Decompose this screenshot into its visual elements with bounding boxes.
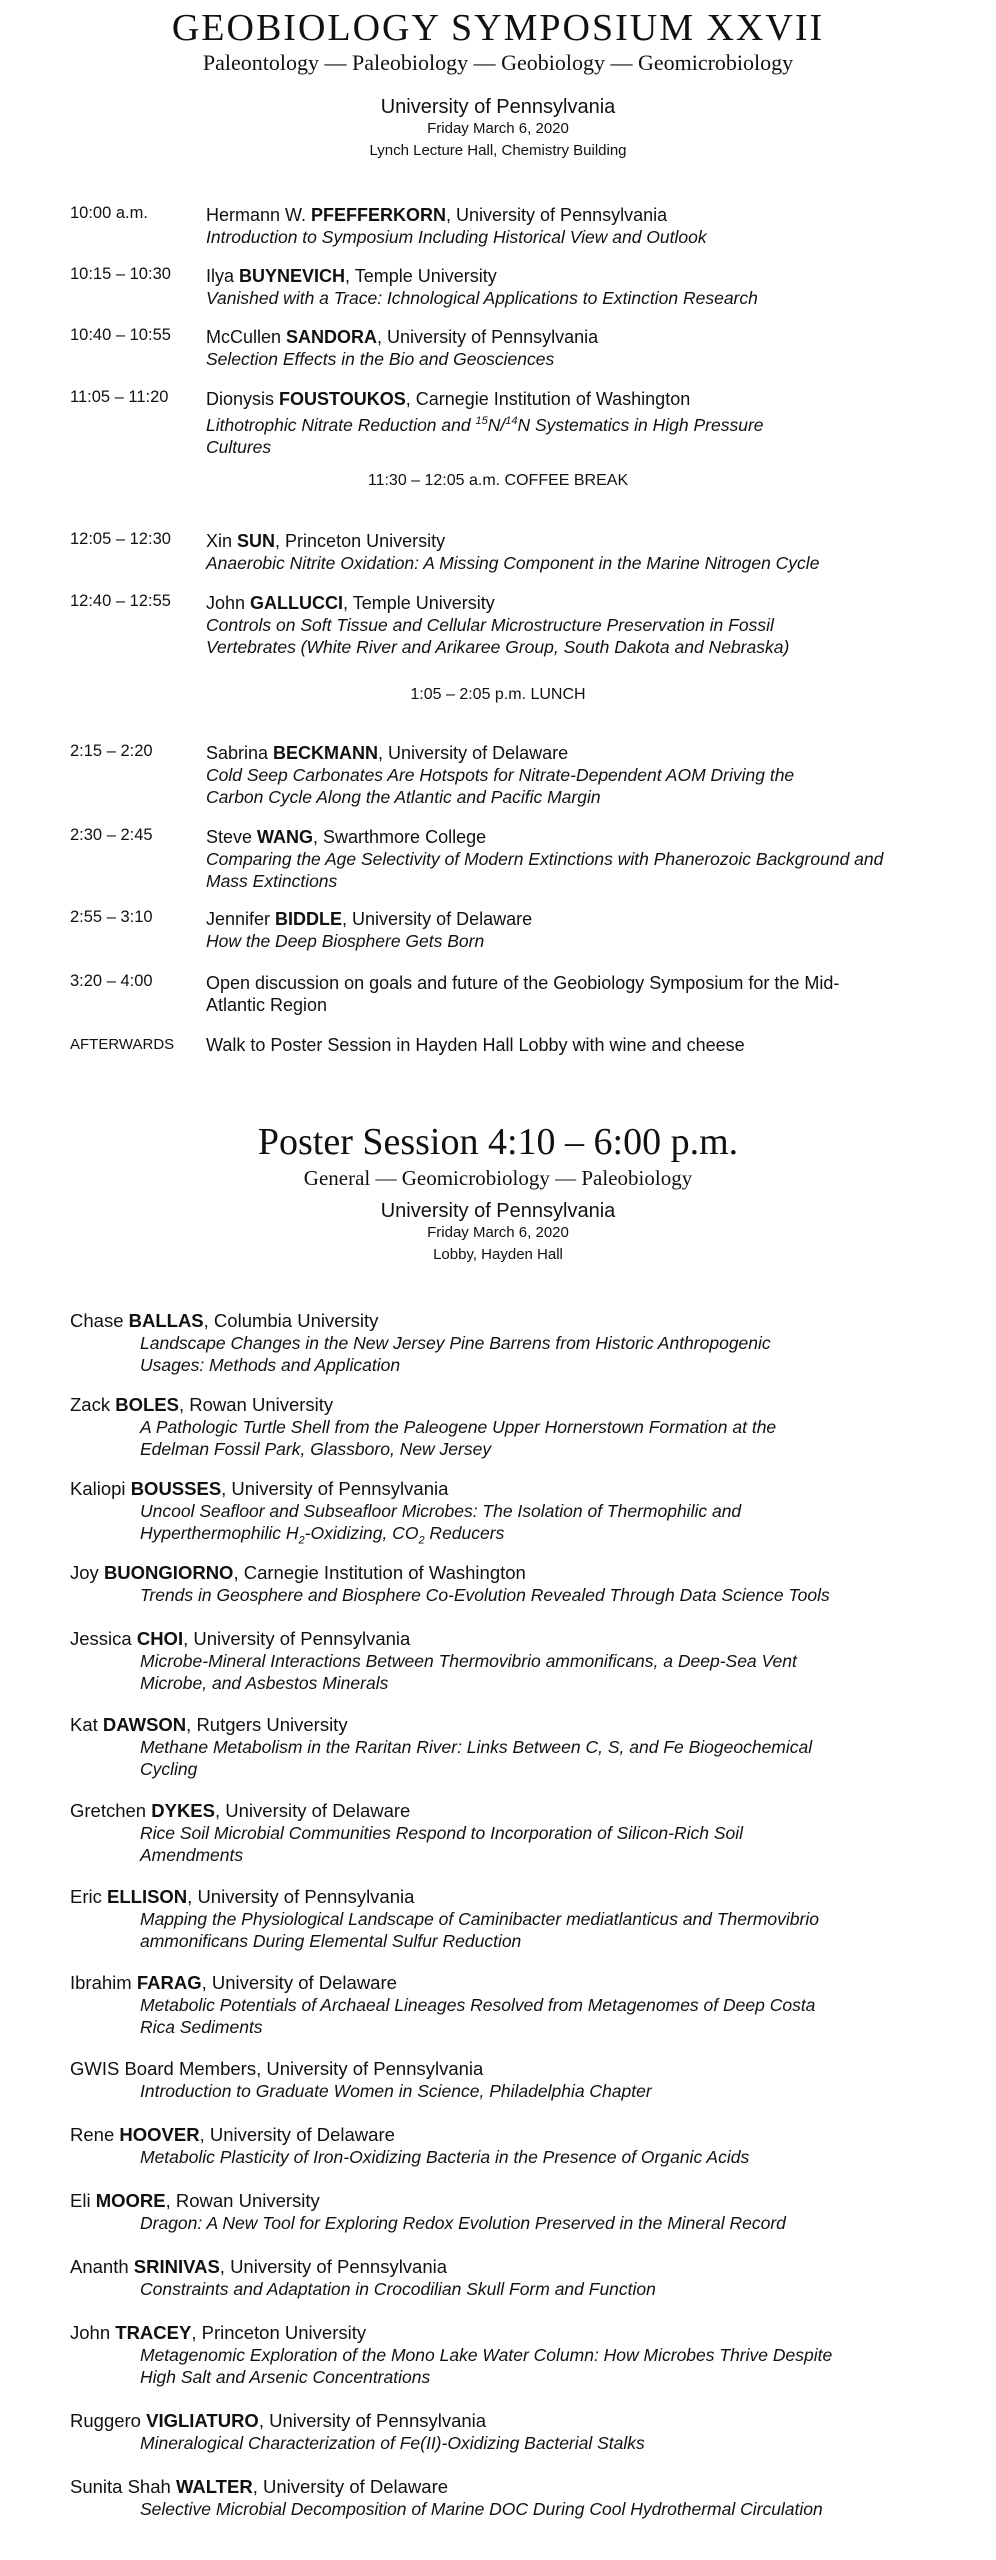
speaker-first: Steve	[206, 827, 258, 847]
presenter-last: VIGLIATURO	[146, 2410, 259, 2431]
speaker-last: BIDDLE	[275, 909, 343, 929]
poster-presenter	[70, 2476, 950, 2498]
poster-item	[70, 1886, 950, 1952]
speaker-affiliation: , Princeton University	[275, 531, 446, 551]
symposium-location: Lynch Lecture Hall, Chemistry Building	[369, 142, 627, 159]
poster-title-line: Microbe-Mineral Interactions Between Thermovibrio ammonificans, a Deep-Sea Vent	[140, 1651, 797, 1671]
talk-title-line2: Carbon Cycle Along the Atlantic and Pacific Margin	[206, 787, 601, 807]
poster-title-line: Constraints and Adaptation in Crocodilian Skull Form and Function	[140, 2279, 656, 2299]
speaker-first: Hermann W.	[206, 205, 312, 225]
talk-title	[206, 410, 950, 436]
poster-presenter	[70, 2322, 950, 2344]
poster-presenter	[70, 1310, 950, 1332]
schedule-time: 2:15 – 2:20	[70, 742, 153, 760]
speaker-first: McCullen	[206, 327, 287, 347]
presenter-first: Eric	[70, 1886, 107, 1907]
poster-item	[70, 2124, 950, 2168]
speaker-affiliation: , University of Pennsylvania	[446, 205, 668, 225]
presenter-last: BOUSSES	[130, 1478, 222, 1499]
speaker-first: Jennifer	[206, 909, 276, 929]
poster-presenter	[70, 1628, 950, 1650]
lunch-break: 1:05 – 2:05 p.m. LUNCH	[410, 686, 586, 703]
talk-title: Cold Seep Carbonates Are Hotspots for Nitrate-Dependent AOM Driving the	[206, 765, 795, 785]
discussion-line: Atlantic Region	[206, 995, 328, 1015]
symposium-venue-name: University of Pennsylvania	[380, 96, 616, 118]
poster-presenter	[70, 2190, 950, 2212]
symposium-date: Friday March 6, 2020	[427, 120, 569, 137]
speaker-first: Dionysis	[206, 389, 280, 409]
poster-title-line: High Salt and Arsenic Concentrations	[140, 2367, 431, 2387]
presenter-first: Eli	[70, 2190, 96, 2211]
presenter-affiliation: , University of Delaware	[215, 1800, 411, 1821]
presenter-last: BOLES	[115, 1394, 179, 1415]
speaker-affiliation: , University of Delaware	[378, 743, 569, 763]
presenter-affiliation: , University of Pennsylvania	[219, 2256, 448, 2277]
presenter-affiliation: , University of Pennsylvania	[258, 2410, 487, 2431]
talk-title-line2: Cultures	[206, 436, 272, 457]
speaker-affiliation: , Swarthmore College	[313, 827, 487, 847]
presenter-affiliation: , University of Pennsylvania	[187, 1886, 415, 1907]
poster-title-line: Usages: Methods and Application	[140, 1355, 401, 1375]
presenter-last: BUONGIORNO	[103, 1562, 234, 1583]
talk-title-line2: Vertebrates (White River and Arikaree Group, South Dakota and Nebraska)	[206, 637, 790, 657]
poster-presenter	[70, 2256, 950, 2278]
speaker-affiliation: , Temple University	[345, 266, 497, 286]
speaker	[206, 742, 950, 808]
poster-title-line: Introduction to Graduate Women in Science, Philadelphia Chapter	[140, 2081, 652, 2101]
presenter-last: SRINIVAS	[133, 2256, 220, 2277]
presenter-affiliation: , Columbia University	[203, 1310, 379, 1331]
speaker-first: Xin	[206, 531, 238, 551]
presenter-first: Joy	[70, 1562, 104, 1583]
talk-title: Controls on Soft Tissue and Cellular Microstructure Preservation in Fossil	[206, 615, 774, 635]
poster-title-line: Rica Sediments	[140, 2017, 263, 2037]
presenter-first: Ananth	[70, 2256, 134, 2277]
schedule-time: 12:05 – 12:30	[70, 530, 171, 548]
poster-presenter	[70, 2058, 950, 2080]
presenter-affiliation: , University of Delaware	[199, 2124, 395, 2145]
presenter-last: CHOI	[136, 1628, 184, 1649]
poster-venue-name: University of Pennsylvania	[380, 1200, 616, 1222]
poster-title-line: Trends in Geosphere and Biosphere Co-Evolution Revealed Through Data Science Tools	[140, 1585, 830, 1605]
talk-title: Anaerobic Nitrite Oxidation: A Missing Component in the Marine Nitrogen Cycle	[206, 553, 820, 573]
poster-presenter	[70, 1886, 950, 1908]
speaker-last: SANDORA	[286, 327, 378, 347]
schedule-time: 3:20 – 4:00	[70, 972, 153, 990]
poster-item	[70, 1628, 950, 1694]
poster-title-line: Microbe, and Asbestos Minerals	[140, 1673, 389, 1693]
discussion-text	[206, 972, 950, 1016]
speaker-last: BECKMANN	[273, 743, 379, 763]
presenter-last: FARAG	[136, 1972, 202, 1993]
presenter-last: BALLAS	[128, 1310, 204, 1331]
poster-title-line: Mapping the Physiological Landscape of Caminibacter mediatlanticus and Thermovibrio	[140, 1909, 819, 1929]
poster-title-text: Hyperthermophilic H	[140, 1523, 299, 1543]
speaker-affiliation: , Carnegie Institution of Washington	[405, 389, 691, 409]
talk-title: Vanished with a Trace: Ichnological Applications to Extinction Research	[206, 288, 758, 308]
poster-title-line	[140, 1522, 950, 1552]
speaker-last: SUN	[237, 531, 276, 551]
poster-presenter	[70, 1972, 950, 1994]
speaker-affiliation: , Temple University	[343, 593, 495, 613]
speaker-last: BUYNEVICH	[239, 266, 346, 286]
presenter-first: Ruggero	[70, 2410, 147, 2431]
talk-title: Comparing the Age Selectivity of Modern Extinctions with Phanerozoic Background and	[206, 849, 884, 869]
talk-title: Selection Effects in the Bio and Geosciences	[206, 349, 555, 369]
discussion-line: Open discussion on goals and future of the Geobiology Symposium for the Mid-	[206, 973, 840, 993]
superscript: 15	[475, 415, 488, 427]
schedule-time: 2:30 – 2:45	[70, 826, 153, 844]
talk-text: N Systematics in High Pressure	[517, 414, 764, 435]
poster-title-line: Rice Soil Microbial Communities Respond to Incorporation of Silicon-Rich Soil	[140, 1823, 744, 1843]
subscript: 2	[298, 1534, 305, 1547]
poster-subtitle: General — Geomicrobiology — Paleobiology	[303, 1166, 693, 1190]
speaker	[206, 530, 950, 574]
poster-title-line: Edelman Fossil Park, Glassboro, New Jersey	[140, 1439, 492, 1459]
poster-title-line: Metabolic Plasticity of Iron-Oxidizing Bacteria in the Presence of Organic Acids	[140, 2147, 750, 2167]
poster-title-text: Reducers	[424, 1523, 505, 1543]
poster-title-line: Amendments	[140, 1845, 244, 1865]
presenter-affiliation: , Carnegie Institution of Washington	[233, 1562, 526, 1583]
speaker-first: Sabrina	[206, 743, 274, 763]
speaker-last: FOUSTOUKOS	[279, 389, 406, 409]
speaker	[206, 326, 950, 370]
speaker-last: WANG	[257, 827, 314, 847]
poster-item	[70, 2476, 950, 2520]
presenter-first: Kaliopi	[70, 1478, 131, 1499]
speaker-affiliation: , University of Delaware	[342, 909, 533, 929]
poster-item	[70, 1478, 950, 1552]
presenter-affiliation: , Rutgers University	[186, 1714, 348, 1735]
poster-item	[70, 2256, 950, 2300]
presenter-first: Sunita Shah	[70, 2476, 176, 2497]
poster-date: Friday March 6, 2020	[427, 1224, 569, 1241]
poster-title-line: Landscape Changes in the New Jersey Pine Barrens from Historic Anthropogenic	[140, 1333, 771, 1353]
schedule-time: 2:55 – 3:10	[70, 908, 153, 926]
presenter-first: John	[70, 2322, 116, 2343]
poster-presenter	[70, 1478, 950, 1500]
speaker-first: John	[206, 593, 251, 613]
symposium-subtitle: Paleontology — Paleobiology — Geobiology — Geomicrobiology	[202, 50, 794, 75]
coffee-break: 11:30 – 12:05 a.m. COFFEE BREAK	[367, 472, 629, 489]
presenter-last: HOOVER	[119, 2124, 200, 2145]
presenter-affiliation: , Rowan University	[178, 1394, 334, 1415]
presenter-last: TRACEY	[115, 2322, 192, 2343]
presenter-first: Zack	[70, 1394, 116, 1415]
schedule-time: AFTERWARDS	[70, 1036, 175, 1053]
poster-title-line: A Pathologic Turtle Shell from the Paleogene Upper Hornerstown Formation at the	[140, 1417, 777, 1437]
poster-item	[70, 2322, 950, 2388]
poster-title-line: Metabolic Potentials of Archaeal Lineages Resolved from Metagenomes of Deep Costa	[140, 1995, 816, 2015]
schedule-time: 12:40 – 12:55	[70, 592, 171, 610]
schedule-time: 10:00 a.m.	[70, 204, 148, 222]
afterwards-text: Walk to Poster Session in Hayden Hall Lobby with wine and cheese	[206, 1035, 745, 1055]
presenter-last: WALTER	[175, 2476, 253, 2497]
speaker-last: PFEFFERKORN	[311, 205, 447, 225]
presenter-last: MOORE	[95, 2190, 166, 2211]
poster-item	[70, 1714, 950, 1780]
presenter-first: Rene	[70, 2124, 120, 2145]
poster-presenter	[70, 1800, 950, 1822]
presenter-first: Chase	[70, 1310, 129, 1331]
speaker-first: Ilya	[206, 266, 240, 286]
poster-presenter	[70, 2410, 950, 2432]
poster-item	[70, 2058, 950, 2102]
poster-item	[70, 1972, 950, 2038]
poster-title-line: Mineralogical Characterization of Fe(II)-Oxidizing Bacterial Stalks	[140, 2433, 645, 2453]
presenter-affiliation: , University of Pennsylvania	[221, 1478, 449, 1499]
speaker	[206, 826, 950, 892]
poster-item	[70, 1800, 950, 1866]
schedule-time: 11:05 – 11:20	[70, 388, 169, 406]
presenter-first: Kat	[70, 1714, 103, 1735]
poster-presenter	[70, 1394, 950, 1416]
talk-title: Introduction to Symposium Including Historical View and Outlook	[206, 227, 707, 247]
subscript: 2	[418, 1534, 425, 1547]
poster-title-line: Selective Microbial Decomposition of Marine DOC During Cool Hydrothermal Circulation	[140, 2499, 823, 2519]
presenter-affiliation: , University of Delaware	[201, 1972, 397, 1993]
poster-title: Poster Session 4:10 – 6:00 p.m.	[257, 1121, 739, 1163]
talk-text: N/	[487, 414, 506, 435]
poster-item	[70, 1310, 950, 1376]
poster-title-text: -Oxidizing, CO	[304, 1523, 419, 1543]
speaker	[206, 908, 950, 952]
presenter-last: DAWSON	[102, 1714, 187, 1735]
poster-item	[70, 1562, 950, 1606]
speaker-affiliation: , University of Pennsylvania	[377, 327, 599, 347]
poster-item	[70, 1394, 950, 1460]
poster-title-line: ammonificans During Elemental Sulfur Reduction	[140, 1931, 522, 1951]
presenter-affiliation: , University of Pennsylvania	[183, 1628, 411, 1649]
schedule-time: 10:15 – 10:30	[70, 265, 171, 283]
schedule-time: 10:40 – 10:55	[70, 326, 171, 344]
poster-title-line: Cycling	[140, 1759, 198, 1779]
symposium-title: GEOBIOLOGY SYMPOSIUM XXVII	[171, 7, 825, 49]
poster-presenter	[70, 1714, 950, 1736]
poster-location: Lobby, Hayden Hall	[433, 1246, 563, 1263]
presenter-first: Ibrahim	[70, 1972, 137, 1993]
poster-presenter	[70, 1562, 950, 1584]
talk-text: Lithotrophic Nitrate Reduction and	[206, 414, 476, 435]
speaker	[206, 265, 950, 309]
poster-title-line: Dragon: A New Tool for Exploring Redox Evolution Preserved in the Mineral Record	[140, 2213, 786, 2233]
presenter-affiliation: , University of Delaware	[252, 2476, 449, 2497]
superscript: 14	[505, 415, 518, 427]
presenter-affiliation: GWIS Board Members, University of Pennsylvania	[70, 2058, 484, 2079]
poster-title-line: Methane Metabolism in the Raritan River: Links Between C, S, and Fe Biogeochemical	[140, 1737, 813, 1757]
presenter-first: Jessica	[70, 1628, 137, 1649]
presenter-affiliation: , Rowan University	[165, 2190, 320, 2211]
speaker	[206, 388, 950, 458]
talk-title: How the Deep Biosphere Gets Born	[206, 931, 485, 951]
poster-title-line: Uncool Seafloor and Subseafloor Microbes: The Isolation of Thermophilic and	[140, 1501, 742, 1521]
speaker-last: GALLUCCI	[250, 593, 344, 613]
presenter-last: DYKES	[151, 1800, 215, 1821]
poster-item	[70, 2190, 950, 2234]
speaker	[206, 592, 950, 658]
talk-title-line2: Mass Extinctions	[206, 871, 338, 891]
presenter-affiliation: , Princeton University	[191, 2322, 367, 2343]
poster-item	[70, 2410, 950, 2454]
presenter-first: Gretchen	[70, 1800, 152, 1821]
poster-presenter	[70, 2124, 950, 2146]
presenter-last: ELLISON	[107, 1886, 188, 1907]
poster-title-line: Metagenomic Exploration of the Mono Lake Water Column: How Microbes Thrive Despite	[140, 2345, 833, 2365]
speaker	[206, 204, 950, 248]
